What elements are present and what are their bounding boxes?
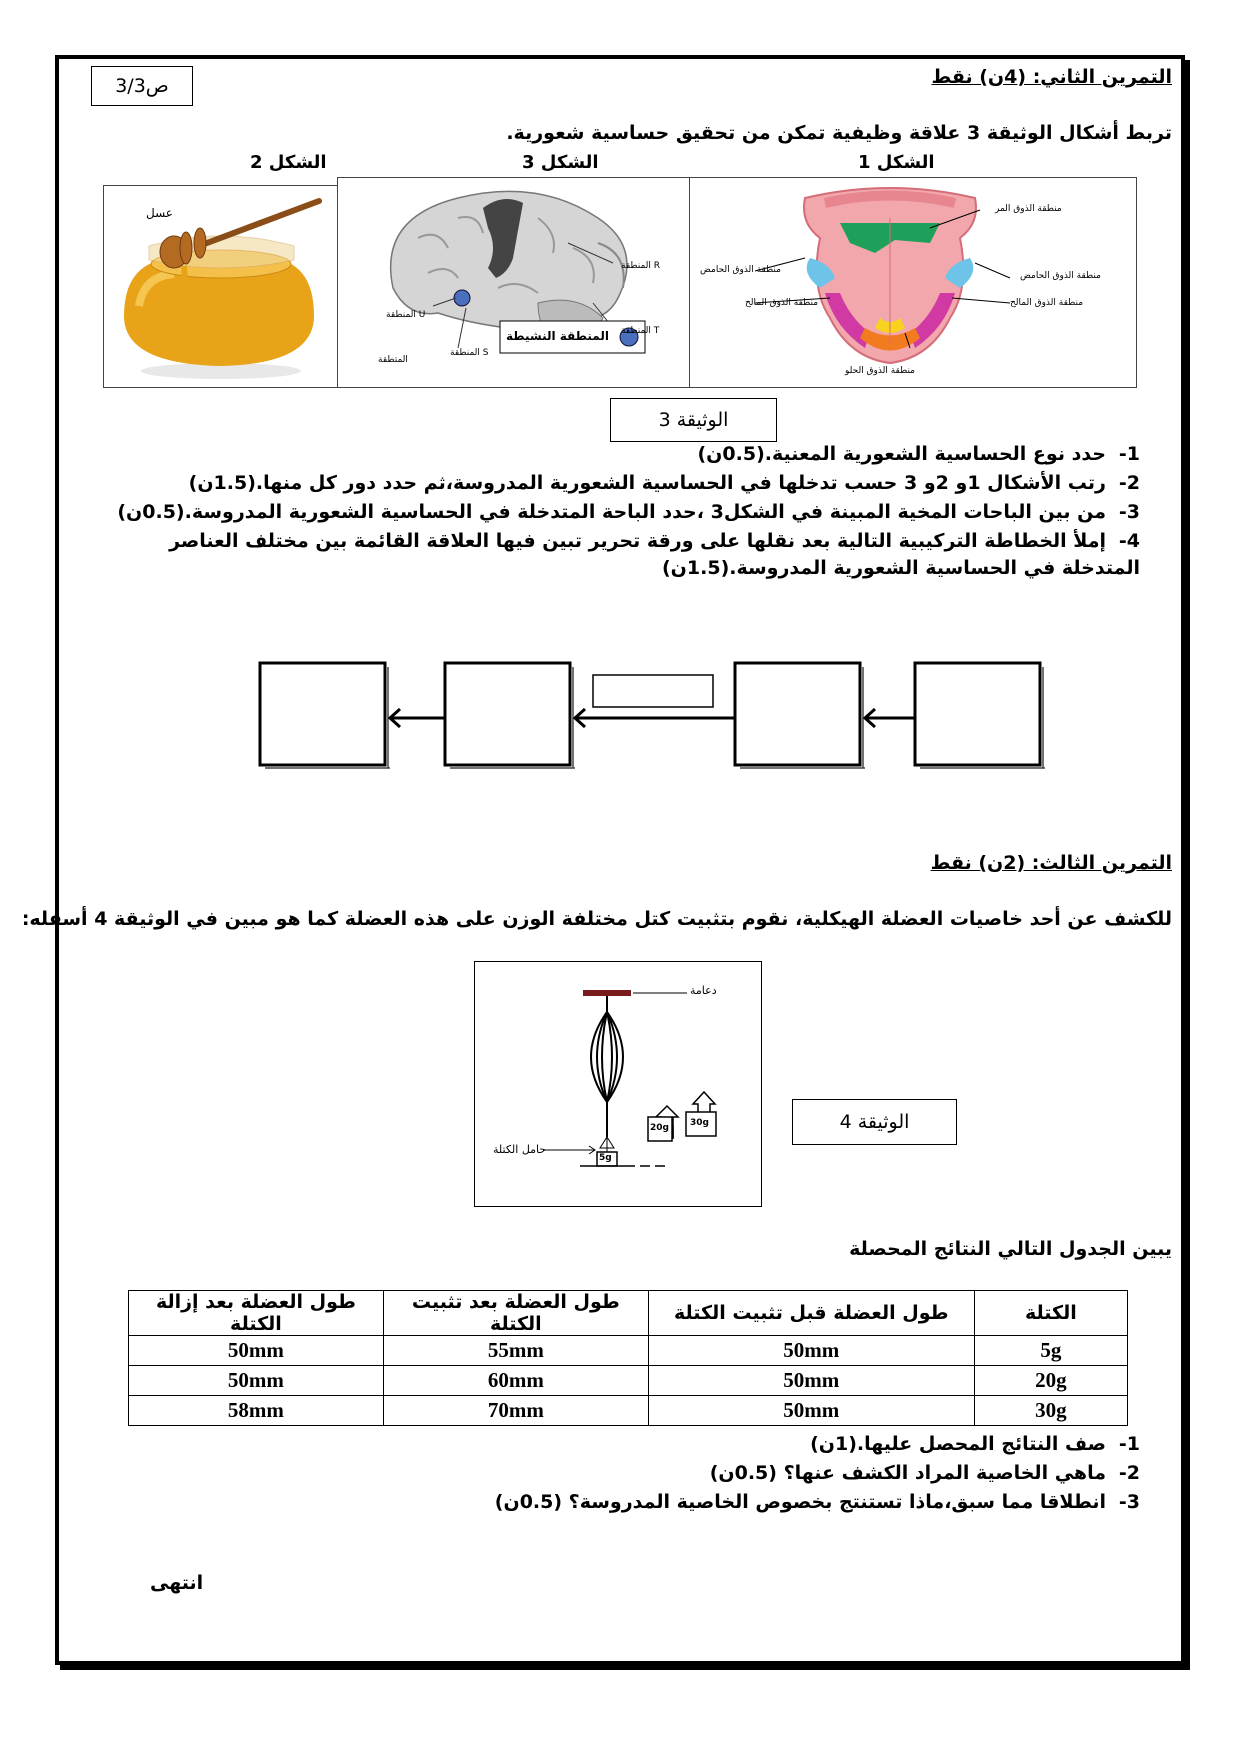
brain-label-r: المنطقة R — [621, 261, 661, 271]
exercise2-intro: تربط أشكال الوثيقة 3 علاقة وظيفية تمكن من تحقيق حساسية شعورية. — [506, 122, 1172, 144]
muscle-illustration — [475, 962, 761, 1206]
ex3-q2-text: ماهي الخاصية المراد الكشف عنها؟ (0.5ن) — [709, 1462, 1106, 1484]
brain-label-s: المنطقة S — [450, 348, 489, 358]
ex2-q1-text: حدد نوع الحساسية الشعورية المعنية.(0.5ن) — [697, 443, 1106, 465]
schema-small-box — [593, 675, 713, 707]
col-header-before: طول العضلة قبل تثبيت الكتلة — [648, 1291, 974, 1336]
ex2-question-4 — [105, 528, 1140, 582]
honey-jar-illustration — [104, 186, 337, 387]
honey-label: عسل — [146, 206, 173, 220]
brain-label-u: المنطقة U — [386, 310, 426, 320]
doc4-label-box — [792, 1099, 957, 1145]
ex3-q1-text: صف النتائج المحصل عليها.(1ن) — [810, 1433, 1106, 1455]
ex3-q2-num: 2- — [1118, 1462, 1140, 1484]
ex2-question-3 — [117, 499, 1140, 526]
ex2-q1-num: 1- — [1118, 443, 1140, 465]
ex3-q1-num: 1- — [1118, 1433, 1140, 1455]
ex2-q2-num: 2- — [1118, 472, 1140, 494]
col-header-removed: طول العضلة بعد إزالة الكتلة — [129, 1291, 384, 1336]
table-cell: 50mm — [129, 1366, 384, 1396]
ex3-question-2 — [710, 1460, 1140, 1487]
tongue-label-sour-right: منطقة الذوق الحامض — [1020, 271, 1101, 281]
schema-box-2 — [445, 663, 570, 765]
ex2-q3-num: 3- — [1118, 501, 1140, 523]
schema-box-3 — [735, 663, 860, 765]
doc4-label: الوثيقة 4 — [839, 1111, 910, 1133]
col-header-mass: الكتلة — [974, 1291, 1127, 1336]
table-intro: يبين الجدول التالي النتائج المحصلة — [849, 1238, 1172, 1260]
weight-20g: 20g — [650, 1123, 669, 1133]
tongue-label-sour-left: منطقة الذوق الحامض — [700, 265, 781, 275]
table-cell: 58mm — [129, 1396, 384, 1426]
weight-5g: 5g — [599, 1153, 612, 1163]
table-header-row — [129, 1291, 1128, 1336]
ex3-q3-text: انطلاقا مما سبق،ماذا تستنتج بخصوص الخاصية المدروسة؟ (0.5ن) — [494, 1491, 1106, 1513]
table-cell: 30g — [974, 1396, 1127, 1426]
table-cell: 5g — [974, 1336, 1127, 1366]
results-table — [128, 1290, 1128, 1426]
brain-active-zone-label: المنطقة النشيطة — [506, 329, 609, 343]
end-text: انتهى — [150, 1572, 204, 1594]
page-label-box — [91, 66, 193, 106]
table-cell: 50mm — [648, 1336, 974, 1366]
schema-box-4 — [915, 663, 1040, 765]
tongue-label-salty-right: منطقة الذوق المالح — [1010, 298, 1084, 308]
muscle-support-label: دعامة — [690, 984, 717, 997]
table-cell: 60mm — [383, 1366, 648, 1396]
col-header-after: طول العضلة بعد تثبيت الكتلة — [383, 1291, 648, 1336]
table-cell: 20g — [974, 1366, 1127, 1396]
ex2-question-2 — [189, 470, 1140, 497]
figure-muscle — [474, 961, 762, 1207]
figure-1-tongue — [689, 177, 1137, 388]
doc3-label: الوثيقة 3 — [658, 409, 729, 431]
weight-30g: 30g — [690, 1118, 709, 1128]
fig2-title: الشكل 2 — [250, 152, 327, 173]
fig1-title: الشكل 1 — [858, 152, 935, 173]
muscle-holder-label: حامل الكتلة — [493, 1143, 547, 1156]
brain-label-t: المنطقة T — [621, 326, 660, 336]
table-row — [129, 1336, 1128, 1366]
exercise2-title: التمرين الثاني: (4ن) نقط — [931, 66, 1172, 88]
table-cell: 55mm — [383, 1336, 648, 1366]
table-cell: 70mm — [383, 1396, 648, 1426]
ex2-q4-text: إملأ الخطاطة التركيبية التالية بعد نقلها على ورقة تحرير تبين فيها العلاقة القائمة بين مختلف العناصر المتدخلة في الحساسية الشعورية المدروسة.(1.5ن) — [169, 530, 1140, 579]
table-cell: 50mm — [129, 1336, 384, 1366]
page-label: ص3/3 — [115, 75, 169, 97]
figure-3-brain — [337, 177, 691, 388]
synthetic-schema — [255, 655, 1055, 775]
ex3-q3-num: 3- — [1118, 1491, 1140, 1513]
table-cell: 50mm — [648, 1366, 974, 1396]
tongue-label-salty-left: منطقة الذوق المالح — [745, 298, 819, 308]
tongue-label-sweet: منطقة الذوق الحلو — [845, 366, 915, 376]
ex3-question-3 — [495, 1489, 1140, 1516]
table-cell: 50mm — [648, 1396, 974, 1426]
ex2-question-1 — [697, 441, 1140, 468]
table-row — [129, 1366, 1128, 1396]
figure-2-honey — [103, 185, 338, 388]
doc3-label-box — [610, 398, 777, 442]
tongue-illustration — [690, 178, 1136, 387]
tongue-label-bitter: منطقة الذوق المر — [995, 204, 1062, 214]
ex2-q4-num: 4- — [1118, 530, 1140, 552]
ex3-question-1 — [810, 1431, 1140, 1458]
table-row — [129, 1396, 1128, 1426]
brain-label-mutaqa: المتطقة — [378, 355, 408, 365]
schema-box-1 — [260, 663, 385, 765]
exercise3-title: التمرين الثالث: (2ن) نقط — [930, 852, 1172, 874]
ex2-q3-text: من بين الباحات المخية المبينة في الشكل3 ،حدد الباحة المتدخلة في الحساسية الشعورية المدروسة.(0.5ن) — [117, 501, 1106, 523]
ex2-q2-text: رتب الأشكال 1و 2و 3 حسب تدخلها في الحساسية الشعورية المدروسة،ثم حدد دور كل منها.(1.5ن) — [188, 472, 1106, 494]
fig3-title: الشكل 3 — [522, 152, 599, 173]
exercise3-intro: للكشف عن أحد خاصيات العضلة الهيكلية، نقوم بتثبيت كتل مختلفة الوزن على هذه العضلة كما هو مبين في الوثيقة 4 أسفله: — [21, 908, 1172, 930]
